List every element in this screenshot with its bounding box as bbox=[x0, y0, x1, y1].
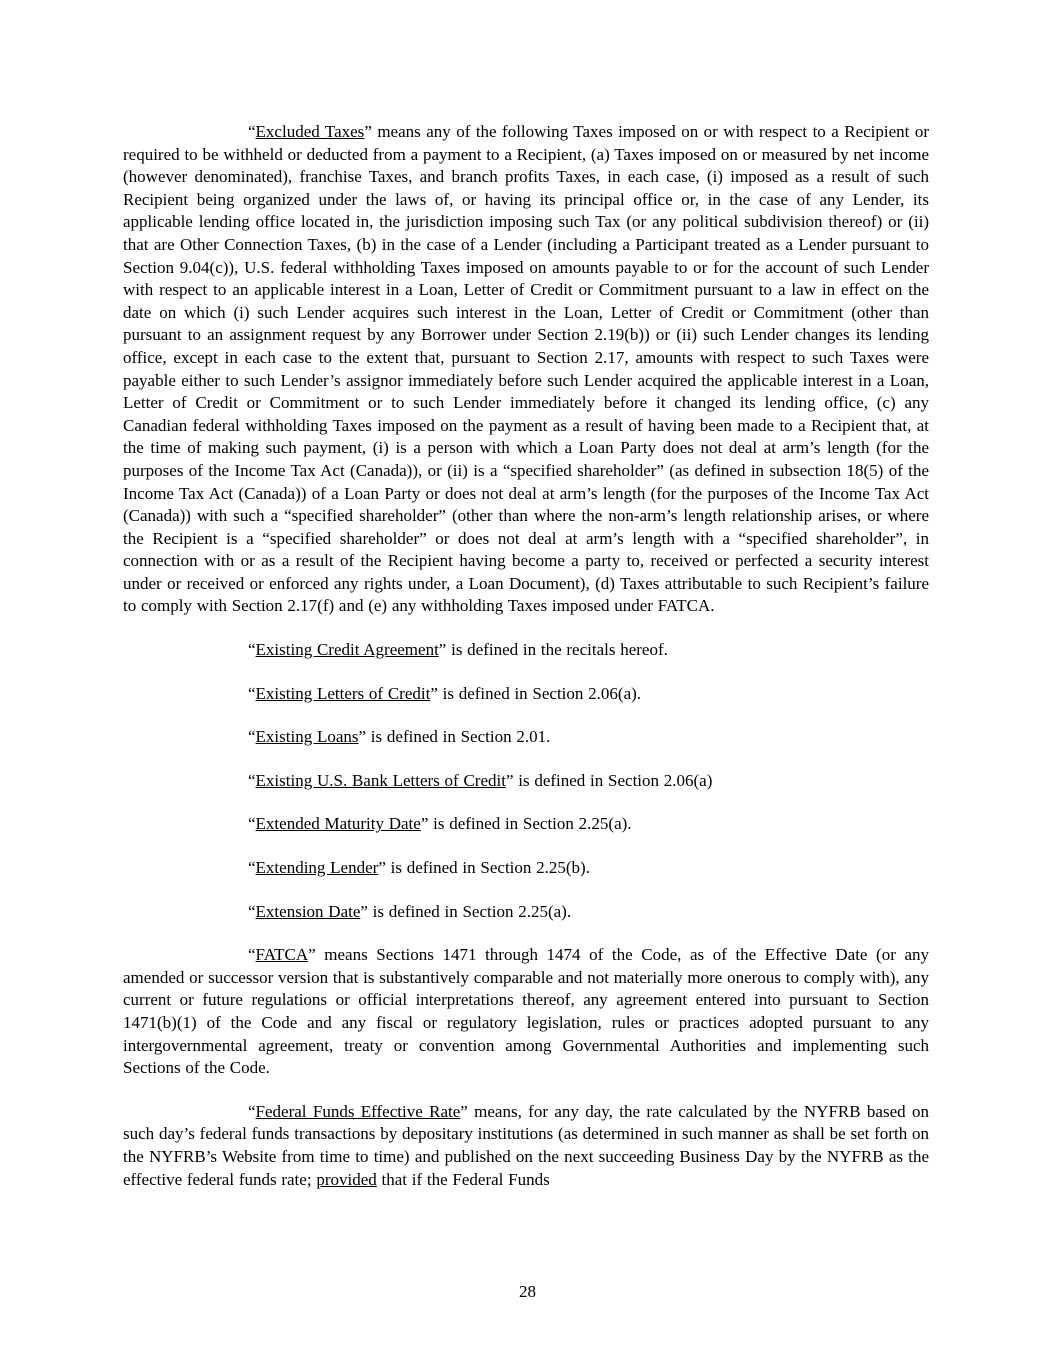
definition-excluded-taxes bbox=[123, 121, 929, 618]
definition-body: ” means any of the following Taxes imposed on or with respect to a Recipient or required to be withheld or deducted from a payment to a Recipient, (a) Taxes imposed on or measured by net income (however denominated), franchise Taxes, and branch profits Taxes, in each case, (i) imposed as a result of such Recipient being organized under the laws of, or having its principal office or, in the case of any Lender, its applicable lending office located in, the jurisdiction imposing such Tax (or any political subdivision thereof) or (ii) that are Other Connection Taxes, (b) in the case of a Lender (including a Participant treated as a Lender pursuant to Section 9.04(c)), U.S. federal withholding Taxes imposed on amounts payable to or for the account of such Lender with respect to an applicable interest in a Loan, Letter of Credit or Commitment pursuant to a law in effect on the date on which (i) such Lender acquires such interest in the Loan, Letter of Credit or Commitment (other than pursuant to an assignment request by any Borrower under Section 2.19(b)) or (ii) such Lender changes its lending office, except in each case to the extent that, pursuant to Section 2.17, amounts with respect to such Taxes were payable either to such Lender’s assignor immediately before such Lender acquired the applicable interest in a Loan, Letter of Credit or Commitment or to such Lender immediately before it changed its lending office, (c) any Canadian federal withholding Taxes imposed on the payment as a result of having been made to a Recipient that, at the time of making such payment, (i) is a person with which a Loan Party does not deal at arm’s length (for the purposes of the Income Tax Act (Canada)), or (ii) is a “specified shareholder” (as defined in subsection 18(5) of the Income Tax Act (Canada)) of a Loan Party or does not deal at arm’s length (for the purposes of the Income Tax Act (Canada)) with such a “specified shareholder” (other than where the non-arm’s length relationship arises, or where the Recipient is a “specified shareholder” or does not deal at arm’s length with a “specified shareholder”, in connection with or as a result of the Recipient having become a party to, received or perfected a security interest under or received or enforced any rights under, a Loan Document), (d) Taxes attributable to such Recipient’s failure to comply with Section 2.17(f) and (e) any withholding Taxes imposed under FATCA. bbox=[123, 122, 930, 616]
definition-body: ” means, for any day, the rate calculated by the NYFRB based on such day’s federal funds transactions by depositary institutions (as determined in such manner as shall be set forth on the NYFRB’s Website from time to time) and published on the next succeeding Business Day by the NYFRB as the effective federal funds rate; bbox=[123, 1101, 929, 1189]
definition-body: ” is defined in Section 2.01. bbox=[358, 727, 551, 747]
defined-term: Excluded Taxes bbox=[255, 122, 365, 141]
proviso-term: provided bbox=[316, 1169, 377, 1189]
definition-extending-lender bbox=[123, 857, 929, 880]
page-number: 28 bbox=[519, 1282, 536, 1301]
defined-term: Extended Maturity Date bbox=[255, 814, 421, 834]
open-quote: “ bbox=[248, 122, 256, 141]
defined-term: Extension Date bbox=[255, 901, 361, 921]
defined-term: Existing Letters of Credit bbox=[255, 683, 431, 703]
definition-extended-maturity-date bbox=[123, 813, 929, 836]
open-quote: “ bbox=[248, 901, 256, 921]
open-quote: “ bbox=[248, 770, 256, 790]
defined-term: Federal Funds Effective Rate bbox=[255, 1101, 461, 1121]
definition-fatca bbox=[123, 944, 929, 1080]
definition-federal-funds-effective-rate bbox=[123, 1101, 929, 1191]
definition-body: ” means Sections 1471 through 1474 of the Code, as of the Effective Date (or any amended or successor version that is substantively comparable and not materially more onerous to comply with), any current or future regulations or official interpretations thereof, any agreement entered into pursuant to Section 1471(b)(1) of the Code and any fiscal or regulatory legislation, rules or practices adopted pursuant to any intergovernmental agreement, treaty or convention among Governmental Authorities and implementing such Sections of the Code. bbox=[123, 945, 929, 1078]
defined-term: Extending Lender bbox=[255, 858, 379, 878]
open-quote: “ bbox=[248, 640, 256, 660]
definition-existing-us-bank-letters-of-credit bbox=[123, 770, 929, 793]
open-quote: “ bbox=[248, 945, 256, 965]
open-quote: “ bbox=[248, 858, 256, 878]
definition-body: ” is defined in Section 2.06(a). bbox=[430, 683, 642, 703]
open-quote: “ bbox=[248, 683, 256, 703]
definition-body: ” is defined in Section 2.25(a). bbox=[360, 901, 572, 921]
open-quote: “ bbox=[248, 814, 256, 834]
definition-extension-date bbox=[123, 901, 929, 924]
open-quote: “ bbox=[248, 727, 256, 747]
defined-term: Existing Credit Agreement bbox=[255, 640, 439, 660]
page-content bbox=[123, 121, 929, 1212]
definition-existing-letters-of-credit bbox=[123, 683, 929, 706]
definition-body: ” is defined in the recitals hereof. bbox=[438, 640, 668, 660]
defined-term: FATCA bbox=[255, 945, 309, 965]
definition-body: ” is defined in Section 2.25(b). bbox=[378, 858, 590, 878]
definition-existing-credit-agreement bbox=[123, 639, 929, 662]
definition-existing-loans bbox=[123, 726, 929, 749]
defined-term: Existing U.S. Bank Letters of Credit bbox=[255, 770, 506, 790]
definition-body: that if the Federal Funds bbox=[376, 1169, 550, 1189]
definition-body: ” is defined in Section 2.25(a). bbox=[420, 814, 632, 834]
defined-term: Existing Loans bbox=[255, 727, 359, 747]
definition-body: ” is defined in Section 2.06(a) bbox=[505, 770, 713, 790]
open-quote: “ bbox=[248, 1101, 256, 1121]
